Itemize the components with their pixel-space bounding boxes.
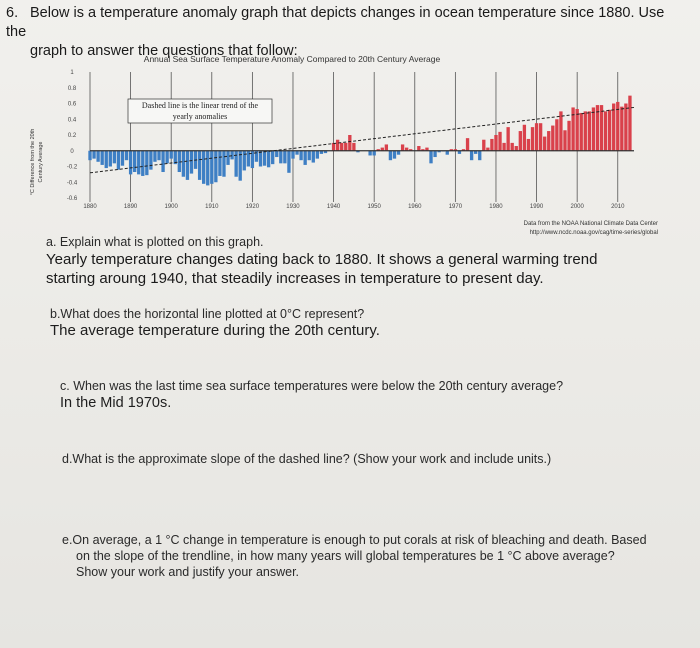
- y-tick-label: 1: [70, 70, 74, 76]
- anomaly-bar: [368, 151, 371, 156]
- anomaly-bar: [129, 151, 132, 175]
- x-tick-label: 1970: [448, 204, 463, 210]
- x-tick-label: 1960: [408, 204, 422, 210]
- anomaly-bar: [190, 151, 193, 174]
- part-a-answer-line1: Yearly temperature changes dating back to 1880. It shows a general warming trend: [46, 251, 598, 268]
- y-axis-label-line1: °C Difference from the 20th: [30, 128, 36, 196]
- anomaly-bar: [202, 151, 205, 184]
- anomaly-bar: [218, 151, 221, 176]
- anomaly-bar: [559, 111, 562, 150]
- anomaly-bar: [502, 143, 505, 151]
- data-source-line2: http://www.ncdc.noaa.gov/cag/time-series/global: [529, 230, 658, 236]
- chart-title: Annual Sea Surface Temperature Anomaly Compared to 20th Century Average: [143, 54, 441, 64]
- anomaly-bar: [312, 151, 315, 163]
- anomaly-bar: [519, 131, 522, 151]
- anomaly-bar: [344, 143, 347, 151]
- anomaly-bar: [393, 151, 396, 159]
- anomaly-bar: [470, 151, 473, 160]
- part-b-prompt: b.What does the horizontal line plotted at 0°C represent?: [50, 307, 365, 321]
- anomaly-bar: [385, 144, 388, 150]
- anomaly-bar: [299, 151, 302, 160]
- anomaly-bar: [429, 151, 432, 164]
- anomaly-bar: [373, 151, 376, 156]
- chart-svg: [28, 50, 668, 240]
- anomaly-bar: [117, 151, 120, 170]
- anomaly-bar: [137, 151, 140, 175]
- anomaly-bar: [608, 110, 611, 151]
- anomaly-bar: [283, 151, 286, 164]
- anomaly-bar: [547, 131, 550, 151]
- anomaly-bar: [149, 151, 152, 170]
- part-a-answer-line2: starting aroung 1940, that steadily increases in temperature to present day.: [46, 270, 544, 287]
- anomaly-bar: [478, 151, 481, 160]
- anomaly-bar: [511, 143, 514, 151]
- anomaly-bar: [121, 151, 124, 166]
- anomaly-bar: [628, 96, 631, 151]
- anomaly-bar: [165, 151, 168, 164]
- anomaly-bar: [498, 132, 501, 151]
- anomaly-bar: [571, 107, 574, 150]
- part-e-prompt-line2: on the slope of the trendline, in how many years will global temperatures be 1 °C above average?: [76, 549, 615, 563]
- anomaly-bar: [161, 151, 164, 172]
- anomaly-bar: [316, 151, 319, 159]
- y-axis-label-line2: Century Average: [38, 141, 44, 183]
- anomaly-bar: [482, 140, 485, 151]
- anomaly-bar: [531, 127, 534, 151]
- y-tick-label: 0: [70, 148, 74, 155]
- part-b-answer: The average temperature during the 20th century.: [50, 322, 380, 339]
- temperature-anomaly-chart: [28, 50, 668, 240]
- x-tick-label: 1990: [529, 204, 544, 210]
- anomaly-bar: [604, 111, 607, 150]
- anomaly-bar: [352, 143, 355, 151]
- anomaly-bar: [271, 151, 274, 164]
- anomaly-bar: [417, 146, 420, 151]
- x-tick-labels: [83, 204, 625, 210]
- anomaly-bar: [535, 123, 538, 151]
- part-c-answer: In the Mid 1970s.: [60, 395, 172, 411]
- anomaly-bar: [275, 151, 278, 157]
- part-e-prompt-line3: Show your work and justify your answer.: [76, 565, 300, 579]
- anomaly-bar: [563, 130, 566, 150]
- y-axis-label: [30, 129, 44, 196]
- question-text-line1: Below is a temperature anomaly graph that depicts changes in ocean temperature since 1880. Use the: [6, 5, 665, 40]
- trend-label-box: [128, 99, 272, 123]
- x-tick-label: 1890: [123, 204, 138, 210]
- part-a-prompt: a. Explain what is plotted on this graph.: [46, 235, 264, 249]
- anomaly-bar: [157, 151, 160, 160]
- anomaly-bar: [145, 151, 148, 175]
- anomaly-bar: [588, 111, 591, 150]
- y-tick-label: 0.4: [67, 117, 77, 124]
- anomaly-bar: [287, 151, 290, 173]
- x-tick-label: 2010: [611, 204, 625, 210]
- anomaly-bar: [141, 151, 144, 176]
- anomaly-bar: [555, 119, 558, 151]
- part-c: [60, 378, 563, 412]
- y-tick-label: 0.8: [67, 85, 77, 92]
- x-tick-label: 1900: [164, 204, 178, 210]
- y-tick-labels: [67, 70, 78, 202]
- anomaly-bar: [230, 151, 233, 160]
- anomaly-bar: [178, 151, 181, 172]
- y-tick-label: 0.6: [67, 101, 77, 108]
- anomaly-bar: [620, 107, 623, 151]
- y-tick-label: 0.2: [67, 133, 77, 139]
- part-a: [46, 234, 597, 288]
- y-tick-label: -0.6: [66, 196, 78, 202]
- anomaly-bar: [222, 151, 225, 177]
- anomaly-bar: [88, 151, 91, 160]
- anomaly-bar: [576, 109, 579, 151]
- anomaly-bar: [584, 111, 587, 150]
- anomaly-bar: [543, 137, 546, 151]
- y-tick-label: -0.2: [66, 164, 78, 171]
- part-d: [62, 451, 551, 467]
- anomaly-bar: [96, 151, 99, 162]
- anomaly-bar: [494, 135, 497, 151]
- x-tick-label: 1910: [205, 204, 219, 210]
- part-b: [50, 306, 380, 340]
- anomaly-bar: [92, 151, 95, 159]
- anomaly-bar: [340, 143, 343, 151]
- anomaly-bar: [263, 151, 266, 166]
- part-c-prompt: c. When was the last time sea surface temperatures were below the 20th century average?: [60, 379, 564, 393]
- anomaly-bar: [401, 144, 404, 150]
- anomaly-bar: [592, 107, 595, 150]
- anomaly-bar: [624, 104, 627, 151]
- anomaly-bar: [466, 138, 469, 151]
- anomaly-bar: [109, 151, 112, 167]
- anomaly-bar: [580, 113, 583, 151]
- anomaly-bar: [523, 125, 526, 151]
- anomaly-bar: [210, 151, 213, 184]
- question-number: 6.: [6, 5, 19, 21]
- anomaly-bar: [113, 151, 116, 164]
- anomaly-bar: [612, 104, 615, 151]
- anomaly-bar: [234, 151, 237, 177]
- anomaly-bar: [336, 140, 339, 151]
- anomaly-bar: [101, 151, 104, 165]
- anomaly-bar: [539, 123, 542, 151]
- anomaly-bar: [259, 151, 262, 167]
- anomaly-bar: [291, 151, 294, 159]
- x-tick-label: 1940: [326, 204, 341, 210]
- anomaly-bar: [182, 151, 185, 177]
- anomaly-bar: [186, 151, 189, 180]
- anomaly-bar: [170, 151, 173, 159]
- anomaly-bar: [125, 151, 128, 160]
- data-source-line1: Data from the NOAA National Climate Data Center: [523, 221, 658, 227]
- x-tick-label: 1880: [83, 204, 97, 210]
- anomaly-bar: [567, 121, 570, 151]
- x-tick-label: 1950: [367, 204, 381, 210]
- x-tick-label: 1980: [489, 204, 503, 210]
- anomaly-bar: [214, 151, 217, 183]
- anomaly-bar: [433, 151, 436, 157]
- anomaly-bar: [153, 151, 156, 162]
- x-tick-label: 1930: [286, 204, 300, 210]
- anomaly-bar: [105, 151, 108, 168]
- anomaly-bar: [133, 151, 136, 172]
- anomaly-bar: [527, 139, 530, 151]
- question-text-line2: graph to answer the questions that follow:: [30, 43, 298, 59]
- anomaly-bar: [490, 139, 493, 151]
- anomaly-bar: [226, 151, 229, 165]
- trend-label-line2: yearly anomalies: [172, 112, 228, 121]
- anomaly-bar: [206, 151, 209, 186]
- part-d-prompt: d.What is the approximate slope of the dashed line? (Show your work and include units.): [62, 452, 552, 466]
- anomaly-bar: [389, 151, 392, 160]
- part-e-prompt-line1: e.On average, a 1 °C change in temperature is enough to put corals at risk of bleaching and death. Based: [62, 533, 647, 547]
- anomaly-bar: [279, 151, 282, 164]
- x-tick-label: 2000: [570, 204, 584, 210]
- anomaly-bar: [304, 151, 307, 165]
- anomaly-bar: [308, 151, 311, 160]
- anomaly-bar: [332, 143, 335, 151]
- y-tick-label: -0.4: [66, 180, 78, 187]
- anomaly-bar: [348, 135, 351, 151]
- anomaly-bar: [247, 151, 250, 167]
- part-e: [62, 532, 647, 580]
- anomaly-bar: [267, 151, 270, 168]
- anomaly-bar: [600, 105, 603, 151]
- anomaly-bar: [551, 126, 554, 151]
- x-tick-label: 1920: [245, 204, 260, 210]
- anomaly-bar: [198, 151, 201, 180]
- chart-gridlines: [90, 72, 618, 202]
- anomaly-bar: [515, 146, 518, 151]
- anomaly-bar: [506, 127, 509, 151]
- trend-label-line1: Dashed line is the linear trend of the: [141, 101, 259, 110]
